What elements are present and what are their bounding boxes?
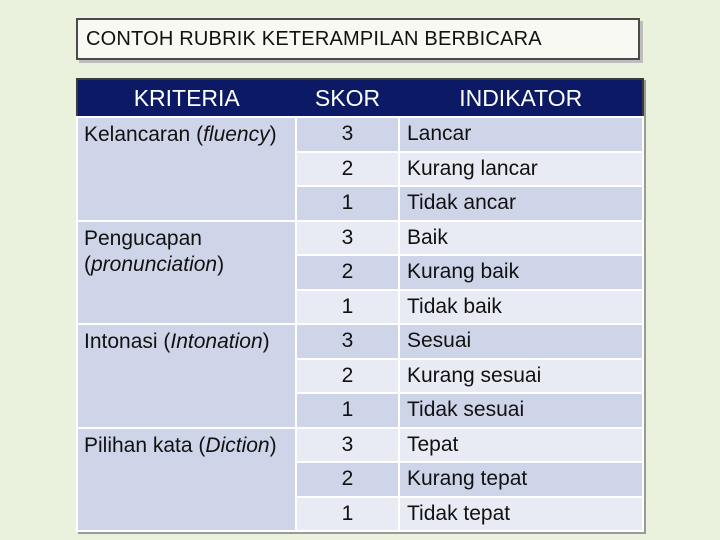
- criteria-label: Pilihan kata: [84, 433, 193, 457]
- criteria-cell: Pilihan kata (Diction): [77, 428, 296, 532]
- criteria-label: Pengucapan: [84, 226, 202, 250]
- criteria-cell: Kelancaran (fluency): [77, 117, 296, 221]
- indicator-cell: Sesuai: [399, 324, 643, 359]
- score-cell: 3: [296, 428, 399, 463]
- score-cell: 2: [296, 152, 399, 187]
- indicator-cell: Lancar: [399, 117, 643, 152]
- score-cell: 1: [296, 393, 399, 428]
- score-cell: 3: [296, 221, 399, 256]
- table-row: [77, 221, 643, 256]
- table-row: [77, 428, 643, 463]
- indicator-cell: Tidak sesuai: [399, 393, 643, 428]
- header-row: [77, 79, 643, 117]
- header-criteria: KRITERIA: [77, 79, 296, 117]
- score-cell: 3: [296, 324, 399, 359]
- indicator-cell: Tepat: [399, 428, 643, 463]
- indicator-cell: Kurang baik: [399, 255, 643, 290]
- header-indicator: INDIKATOR: [399, 79, 643, 117]
- slide-title-text: CONTOH RUBRIK KETERAMPILAN BERBICARA: [86, 27, 542, 50]
- criteria-label-en: Intonation: [170, 330, 263, 353]
- indicator-cell: Tidak baik: [399, 290, 643, 325]
- score-cell: 1: [296, 186, 399, 221]
- criteria-label-en: Diction: [205, 433, 270, 457]
- rubric-table: [76, 78, 644, 532]
- header-score: SKOR: [296, 79, 399, 117]
- score-cell: 2: [296, 462, 399, 497]
- indicator-cell: Kurang sesuai: [399, 359, 643, 394]
- indicator-cell: Baik: [399, 221, 643, 256]
- indicator-cell: Tidak ancar: [399, 186, 643, 221]
- indicator-cell: Kurang tepat: [399, 462, 643, 497]
- criteria-label: Kelancaran: [84, 123, 191, 146]
- criteria-label-en: pronunciation: [91, 252, 218, 276]
- table-row: [77, 117, 643, 152]
- score-cell: 2: [296, 255, 399, 290]
- score-cell: 2: [296, 359, 399, 394]
- slide-title: [76, 18, 640, 60]
- score-cell: 3: [296, 117, 399, 152]
- table-row: [77, 324, 643, 359]
- criteria-cell: Pengucapan (pronunciation): [77, 221, 296, 325]
- criteria-label-en: fluency: [203, 123, 270, 146]
- criteria-cell: Intonasi (Intonation): [77, 324, 296, 428]
- indicator-cell: Kurang lancar: [399, 152, 643, 187]
- indicator-cell: Tidak tepat: [399, 497, 643, 532]
- score-cell: 1: [296, 290, 399, 325]
- criteria-label: Intonasi: [84, 330, 158, 353]
- score-cell: 1: [296, 497, 399, 532]
